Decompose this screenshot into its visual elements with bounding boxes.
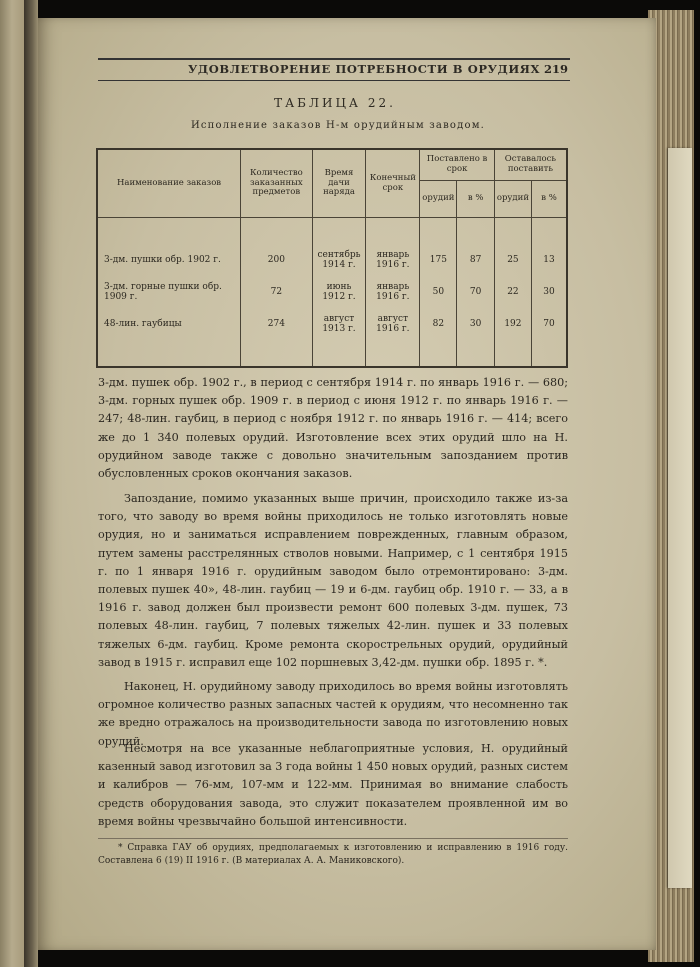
footnote: * Справка ГАУ об орудиях, предполагаемых к изготовлению и исправлению в 1916 году. Составлена 6 (19) II 1916 г. (В материалах А. А. Маниковского). (98, 843, 568, 866)
table-row (97, 276, 567, 308)
row-issue-time: август 1913 г. (312, 308, 366, 340)
header-delivered-guns: орудий (420, 181, 457, 218)
paragraph-2: Запоздание, помимо указанных выше причин, происходило также из-за того, что заводу во время войны приходилось не только изготовлять новые орудия, но и заниматься исправлением поврежденных, главным образом, путем замены расстрелянных стволов новыми. Например, с 1 сентября 1915 г. по 1 января 1916 г. орудийным заводом было отремонтировано: 3-дм. полевых пушек 40», 48-лин. гаубиц — 19 и 6-дм. гаубиц обр. 1910 г. — 33, а в 1916 г. завод должен был произвести ремонт 600 полевых 3-дм. пушек, 73 полевых 48-лин. гаубиц, 7 полевых тяжелых 42-лин. пушек и 33 полевых тяжелых 6-дм. гаубиц. Кроме ремонта скорострельных орудий, орудийный завод в 1915 г. исправил еще 102 поршневых 3,42-дм. пушки обр. 1895 г. *. (98, 492, 568, 669)
row-remaining-guns: 192 (494, 308, 531, 340)
row-delivered-guns: 82 (420, 308, 457, 340)
header-delivered: Поставлено в срок (420, 149, 495, 181)
footnote-rule (98, 838, 568, 839)
row-delivered-pct: 87 (457, 244, 494, 276)
header-issue-time: Время дачи наряда (312, 149, 366, 218)
row-quantity: 200 (241, 244, 313, 276)
table-title: ТАБЛИЦА 22. (274, 96, 396, 110)
paragraph-4: Несмотря на все указанные неблагоприятные условия, Н. орудийный казенный завод изготовил за 3 года войны 1 450 новых орудий, разных систем и калибров — 76-мм, 107-мм и 122-мм. Принимая во внимание слабость средств оборудования завода, это служит показателем проявленной им во время войны чрезвычайно большой интенсивности. (98, 742, 568, 828)
orders-table (96, 148, 568, 368)
inserted-sheet (668, 148, 692, 888)
row-remaining-pct: 13 (531, 244, 567, 276)
row-issue-time: июнь 1912 г. (312, 276, 366, 308)
row-name: 3-дм. пушки обр. 1902 г. (97, 244, 241, 276)
row-name: 48-лин. гаубицы (97, 308, 241, 340)
header-remaining-pct: в % (531, 181, 567, 218)
row-quantity: 72 (241, 276, 313, 308)
running-title: УДОВЛЕТВОРЕНИЕ ПОТРЕБНОСТИ В ОРУДИЯХ (188, 62, 541, 76)
row-deadline: январь 1916 г. (366, 244, 420, 276)
header-deadline: Конечный срок (366, 149, 420, 218)
row-quantity: 274 (241, 308, 313, 340)
book-gutter (24, 0, 38, 967)
row-delivered-pct: 70 (457, 276, 494, 308)
paragraph-3: Наконец, Н. орудийному заводу приходилось во время войны изготовлять огромное количество разных запасных частей к орудиям, что несомненно так же вредно отражалось на производительности завода по изготовлению новых орудий. (98, 680, 568, 748)
row-delivered-pct: 30 (457, 308, 494, 340)
header-quantity: Количество заказанных предметов (241, 149, 313, 218)
header-delivered-pct: в % (457, 181, 494, 218)
row-deadline: январь 1916 г. (366, 276, 420, 308)
running-header (98, 58, 570, 81)
row-remaining-pct: 30 (531, 276, 567, 308)
table-row (97, 308, 567, 340)
row-delivered-guns: 50 (420, 276, 457, 308)
row-remaining-guns: 25 (494, 244, 531, 276)
row-remaining-pct: 70 (531, 308, 567, 340)
table-row (97, 244, 567, 276)
table-caption: Исполнение заказов Н-м орудийным заводом. (190, 120, 486, 131)
row-delivered-guns: 175 (420, 244, 457, 276)
page-number: 219 (543, 62, 568, 76)
header-remaining-guns: орудий (494, 181, 531, 218)
row-remaining-guns: 22 (494, 276, 531, 308)
row-issue-time: сентябрь 1914 г. (312, 244, 366, 276)
row-name: 3-дм. горные пушки обр. 1909 г. (97, 276, 241, 308)
paragraph-1: 3-дм. пушек обр. 1902 г., в период с сентября 1914 г. по январь 1916 г. — 680; 3-дм. горных пушек обр. 1909 г. в период с июня 1912 г. по январь 1916 г. — 247; 48-лин. гаубиц, в период с ноября 1912 г. по январь 1916 г. — 414; всего же до 1 340 полевых орудий. Изготовление всех этих орудий шло на Н. орудийном заводе также с довольно значительным запозданием против обусловленных сроков окончания заказов. (98, 376, 568, 481)
header-remaining: Оставалось поставить (494, 149, 567, 181)
row-deadline: август 1916 г. (366, 308, 420, 340)
header-name: Наименование заказов (97, 149, 241, 218)
